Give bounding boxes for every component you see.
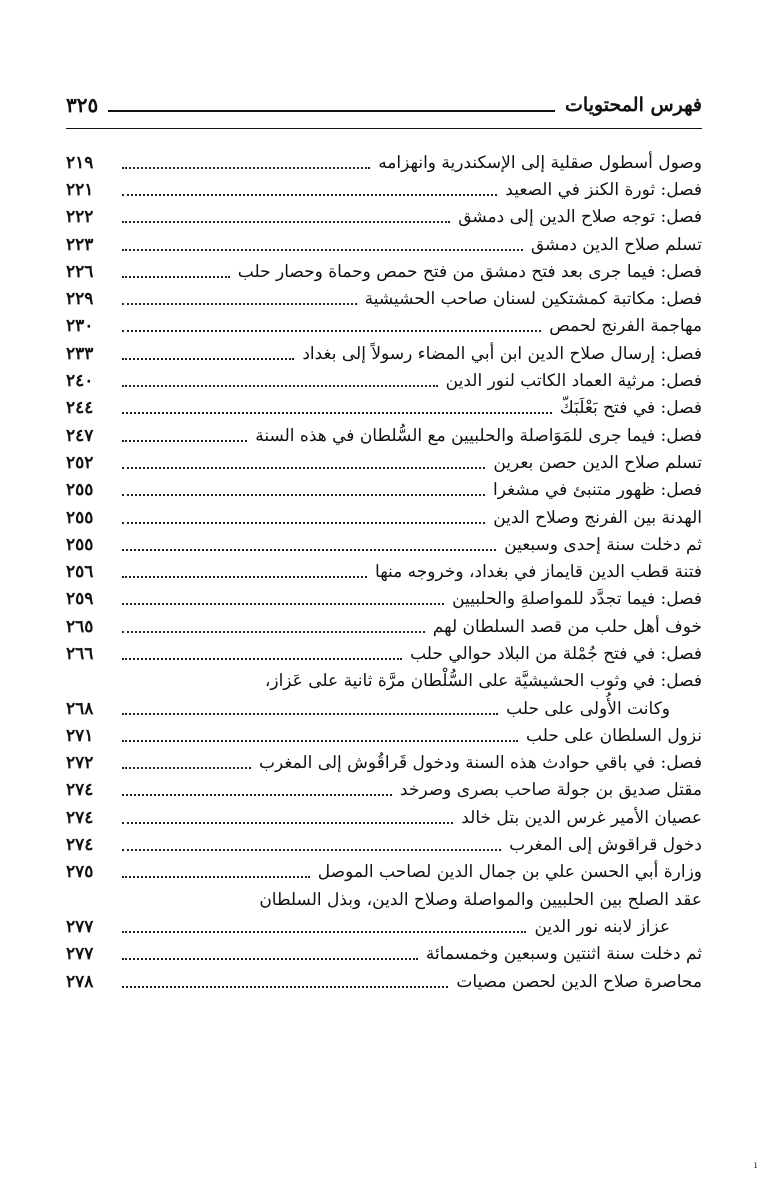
toc-entry (66, 722, 702, 749)
toc-entry-title: مهاجمة الفرنج لحمص (549, 316, 702, 337)
toc-entry-title: فصل: مرثية العماد الكاتب لنور الدين (445, 371, 702, 392)
toc-entry-page: ٢٧٢ (66, 753, 94, 774)
toc-entry-page: ٢٦٨ (66, 698, 94, 719)
toc-entry (66, 913, 702, 940)
dot-leader (122, 385, 438, 387)
toc-entry-title: تسلم صلاح الدين حصن بعرين (493, 452, 702, 473)
toc-entry-title: ثم دخلت سنة إحدى وسبعين (504, 534, 702, 555)
dot-leader (122, 767, 251, 769)
toc-entry-title: محاصرة صلاح الدين لحصن مصيات (456, 971, 702, 992)
toc-entry (66, 231, 702, 258)
toc-entry-title: وكانت الأُولى على حلب (506, 698, 670, 719)
dot-leader (122, 303, 357, 305)
toc-entry-page: ٢٦٦ (66, 643, 94, 664)
toc-entry-page: ٢٦٥ (66, 616, 94, 637)
toc-entry-title: عصيان الأمير غرس الدين بتل خالد (461, 807, 702, 828)
toc-entry (66, 777, 702, 804)
toc-entry-title: ثم دخلت سنة اثنتين وسبعين وخمسمائة (425, 944, 702, 965)
toc-entry-title: وزارة أبي الحسن علي بن جمال الدين لصاحب الموصل (317, 862, 702, 883)
toc-entry (66, 613, 702, 640)
toc-entry-page: ٢٢٩ (66, 289, 94, 310)
toc-entry-title: مقتل صديق بن جولة صاحب بصرى وصرخد (399, 780, 702, 801)
dot-leader (122, 276, 230, 278)
table-of-contents (66, 149, 702, 995)
toc-entry-page: ٢٥٥ (66, 534, 94, 555)
toc-entry (66, 804, 702, 831)
toc-entry (66, 449, 702, 476)
toc-entry (66, 640, 702, 667)
dot-leader (122, 167, 370, 169)
toc-entry (66, 531, 702, 558)
dot-leader (122, 549, 496, 551)
dot-leader (122, 467, 485, 469)
toc-entry-title: فصل: توجه صلاح الدين إلى دمشق (458, 207, 702, 228)
toc-entry-title: نزول السلطان على حلب (526, 725, 702, 746)
toc-entry (66, 204, 702, 231)
toc-entry-title: فصل: فيما تجدَّد للمواصلةِ والحلبيين (452, 589, 702, 610)
toc-entry-title: فصل: في باقي حوادث هذه السنة ودخول قَراقُوش إلى المغرب (258, 753, 702, 774)
toc-entry (66, 941, 702, 968)
toc-entry-title: الهدنة بين الفرنج وصلاح الدين (493, 507, 702, 528)
toc-entry (66, 258, 702, 285)
dot-leader (122, 658, 402, 660)
toc-entry-title: خوف أهل حلب من قصد السلطان لهم (432, 616, 702, 637)
toc-entry-page: ٢٧٧ (66, 944, 94, 965)
toc-entry-page: ٢٥٥ (66, 507, 94, 528)
dot-leader (122, 986, 448, 988)
header-divider (66, 128, 702, 129)
dot-leader (122, 358, 294, 360)
toc-entry-title: فصل: فيما جرى بعد فتح دمشق من فتح حمص وحماة وحصار حلب (237, 261, 702, 282)
toc-entry (66, 586, 702, 613)
toc-entry-title: تسلم صلاح الدين دمشق (530, 234, 702, 255)
toc-entry (66, 504, 702, 531)
toc-entry (66, 367, 702, 394)
toc-entry-page: ٢٥٦ (66, 562, 94, 583)
toc-entry (66, 695, 702, 722)
dot-leader (122, 576, 367, 578)
toc-entry (66, 668, 702, 695)
toc-entry-page: ٢٢٦ (66, 261, 94, 282)
dot-leader (122, 740, 518, 742)
toc-entry-title: فصل: ظهور متنبئ في مشغرا (493, 480, 702, 501)
toc-entry-title: فصل: في وثوب الحشيشيَّة على السُّلْطان مرَّة ثانية على عَزاز، (264, 671, 702, 692)
page-mark: ı (754, 1160, 758, 1171)
toc-entry-title: وصول أسطول صقلية إلى الإسكندرية وانهزامه (378, 152, 702, 173)
toc-entry-page: ٢٤٠ (66, 371, 94, 392)
running-header (66, 86, 702, 124)
toc-entry (66, 340, 702, 367)
dot-leader (122, 221, 450, 223)
toc-entry (66, 422, 702, 449)
dot-leader (122, 958, 418, 960)
dot-leader (122, 249, 523, 251)
toc-entry-title: عزاز لابنه نور الدين (534, 916, 670, 937)
toc-entry-page: ٢٣٣ (66, 343, 94, 364)
header-title: فهرس المحتويات (565, 94, 702, 116)
toc-entry-page: ٢٢١ (66, 179, 94, 200)
dot-leader (122, 876, 310, 878)
dot-leader (122, 494, 485, 496)
header-rule (108, 110, 555, 112)
toc-entry-title: فصل: في فتح جُمْلة من البلاد حوالي حلب (410, 643, 702, 664)
toc-entry (66, 968, 702, 995)
toc-entry-title: دخول قراقوش إلى المغرب (509, 835, 702, 856)
toc-entry (66, 886, 702, 913)
dot-leader (122, 603, 444, 605)
dot-leader (122, 330, 541, 332)
dot-leader (122, 822, 453, 824)
toc-entry-title: فصل: مكاتبة كمشتكين لسنان صاحب الحشيشية (364, 289, 702, 310)
toc-entry (66, 176, 702, 203)
toc-entry (66, 395, 702, 422)
toc-entry-page: ٢٥٩ (66, 589, 94, 610)
toc-entry-page: ٢٧٧ (66, 916, 94, 937)
toc-entry (66, 313, 702, 340)
toc-entry-page: ٢٧١ (66, 725, 94, 746)
toc-entry-title: فصل: فيما جرى للمَوَاصلة والحلبيين مع السُّلطان في هذه السنة (255, 425, 702, 446)
toc-entry-page: ٢٢٣ (66, 234, 94, 255)
dot-leader (122, 631, 425, 633)
toc-entry-page: ٢٧٤ (66, 780, 94, 801)
toc-entry-page: ٢٥٢ (66, 452, 94, 473)
dot-leader (122, 713, 498, 715)
header-page-number: ٣٢٥ (66, 93, 99, 117)
toc-entry-page: ٢٤٧ (66, 425, 94, 446)
toc-entry-page: ٢٤٤ (66, 398, 94, 419)
toc-entry-title: فتنة قطب الدين قايماز في بغداد، وخروجه منها (375, 562, 702, 583)
toc-entry (66, 750, 702, 777)
toc-entry-page: ٢٥٥ (66, 480, 94, 501)
toc-entry-page: ٢٧٨ (66, 971, 94, 992)
toc-entry-page: ٢٢٢ (66, 207, 94, 228)
toc-entry-page: ٢١٩ (66, 152, 94, 173)
toc-entry (66, 149, 702, 176)
toc-entry-page: ٢٧٤ (66, 835, 94, 856)
toc-entry-page: ٢٧٤ (66, 807, 94, 828)
toc-entry (66, 831, 702, 858)
dot-leader (122, 849, 501, 851)
dot-leader (122, 794, 392, 796)
toc-entry-title: فصل: في فتح بَعْلَبَكّ (559, 398, 702, 419)
dot-leader (122, 440, 247, 442)
toc-entry (66, 859, 702, 886)
dot-leader (122, 412, 552, 414)
dot-leader (122, 931, 526, 933)
toc-entry-title: فصل: ثورة الكنز في الصعيد (505, 179, 702, 200)
dot-leader (122, 522, 485, 524)
toc-entry-page: ٢٣٠ (66, 316, 94, 337)
dot-leader (122, 194, 497, 196)
toc-entry (66, 285, 702, 312)
toc-entry-page: ٢٧٥ (66, 862, 94, 883)
toc-entry (66, 477, 702, 504)
toc-entry (66, 558, 702, 585)
toc-entry-title: فصل: إرسال صلاح الدين ابن أبي المضاء رسولاً إلى بغداد (302, 343, 702, 364)
toc-entry-title: عقد الصلح بين الحلبيين والمواصلة وصلاح الدين، وبذل السلطان (259, 889, 702, 910)
